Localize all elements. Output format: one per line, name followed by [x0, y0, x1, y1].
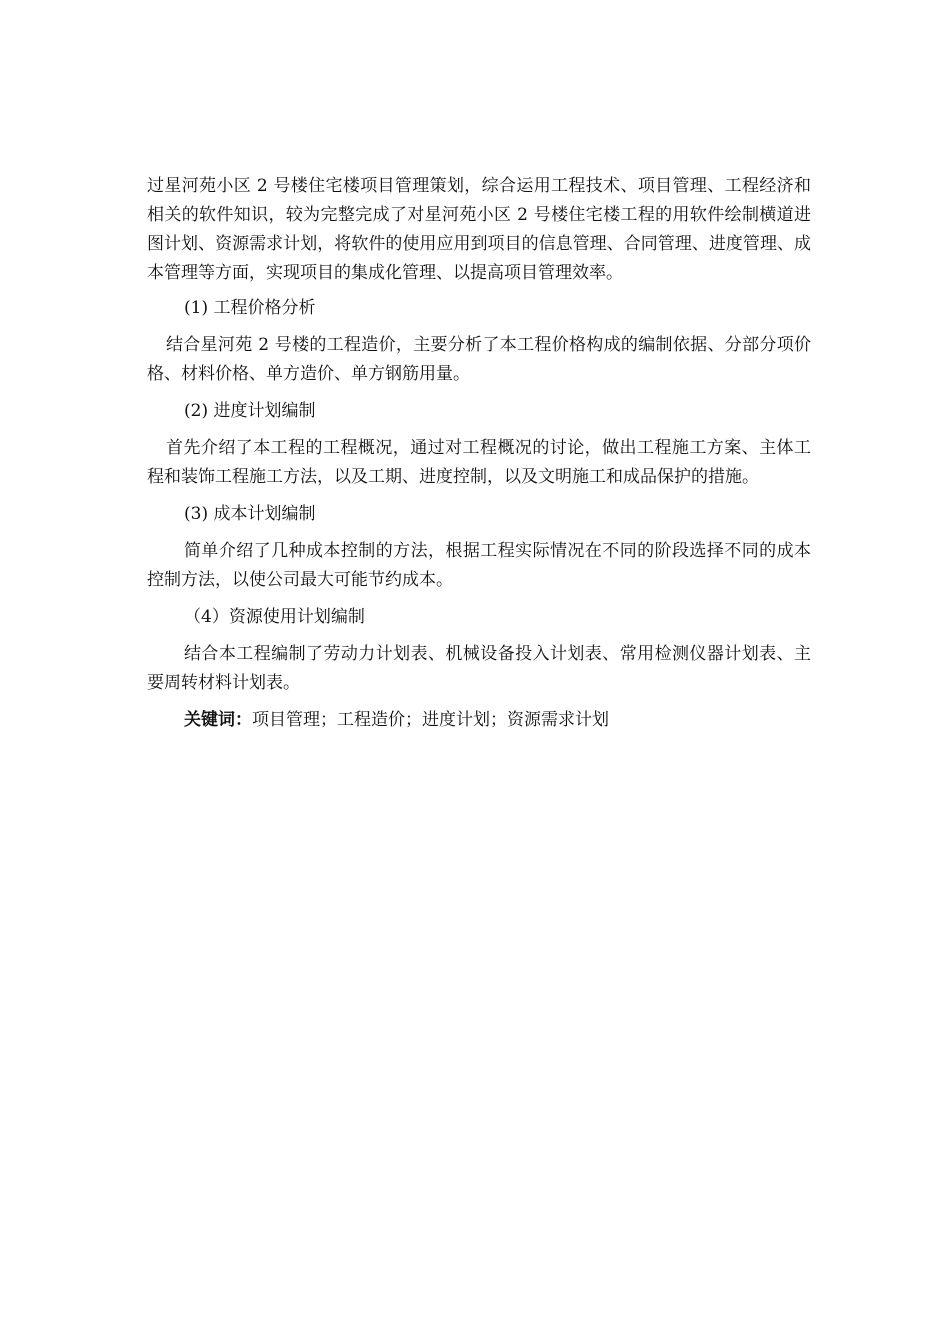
- section-heading-schedule: (2) 进度计划编制: [184, 401, 316, 421]
- section-heading-resource-plan: （4）资源使用计划编制: [184, 607, 365, 627]
- section-body-cost-plan: 简单介绍了几种成本控制的方法，根据工程实际情况在不同的阶段选择不同的成本控制方法，以使公司最大可能节约成本。: [147, 541, 811, 590]
- section-body-schedule: 首先介绍了本工程的工程概况，通过对工程概况的讨论，做出工程施工方案、主体工程和装饰工程施工方法，以及工期、进度控制，以及文明施工和成品保护的措施。: [147, 438, 811, 487]
- section-heading-cost-plan: (3) 成本计划编制: [184, 504, 316, 524]
- keywords-line: [147, 706, 811, 735]
- section-body-price-analysis: 结合星河苑 2 号楼的工程造价，主要分析了本工程价格构成的编制依据、分部分项价格、材料价格、单方造价、单方钢筋用量。: [147, 335, 811, 384]
- abstract-content: [147, 172, 811, 735]
- keywords-label: 关键词：: [184, 710, 252, 730]
- section-body-resource-plan: 结合本工程编制了劳动力计划表、机械设备投入计划表、常用检测仪器计划表、主要周转材料计划表。: [147, 644, 811, 693]
- abstract-intro-paragraph: 过星河苑小区 2 号楼住宅楼项目管理策划，综合运用工程技术、项目管理、工程经济和相关的软件知识，较为完整完成了对星河苑小区 2 号楼住宅楼工程的用软件绘制横道进图计划、资源需求计划，将软件的使用应用到项目的信息管理、合同管理、进度管理、成本管理等方面，实现项目的集成化管理、以提高项目管理效率。: [147, 176, 811, 283]
- section-heading-price-analysis: (1) 工程价格分析: [184, 298, 316, 318]
- keywords-value: 项目管理；工程造价；进度计划；资源需求计划: [252, 710, 609, 730]
